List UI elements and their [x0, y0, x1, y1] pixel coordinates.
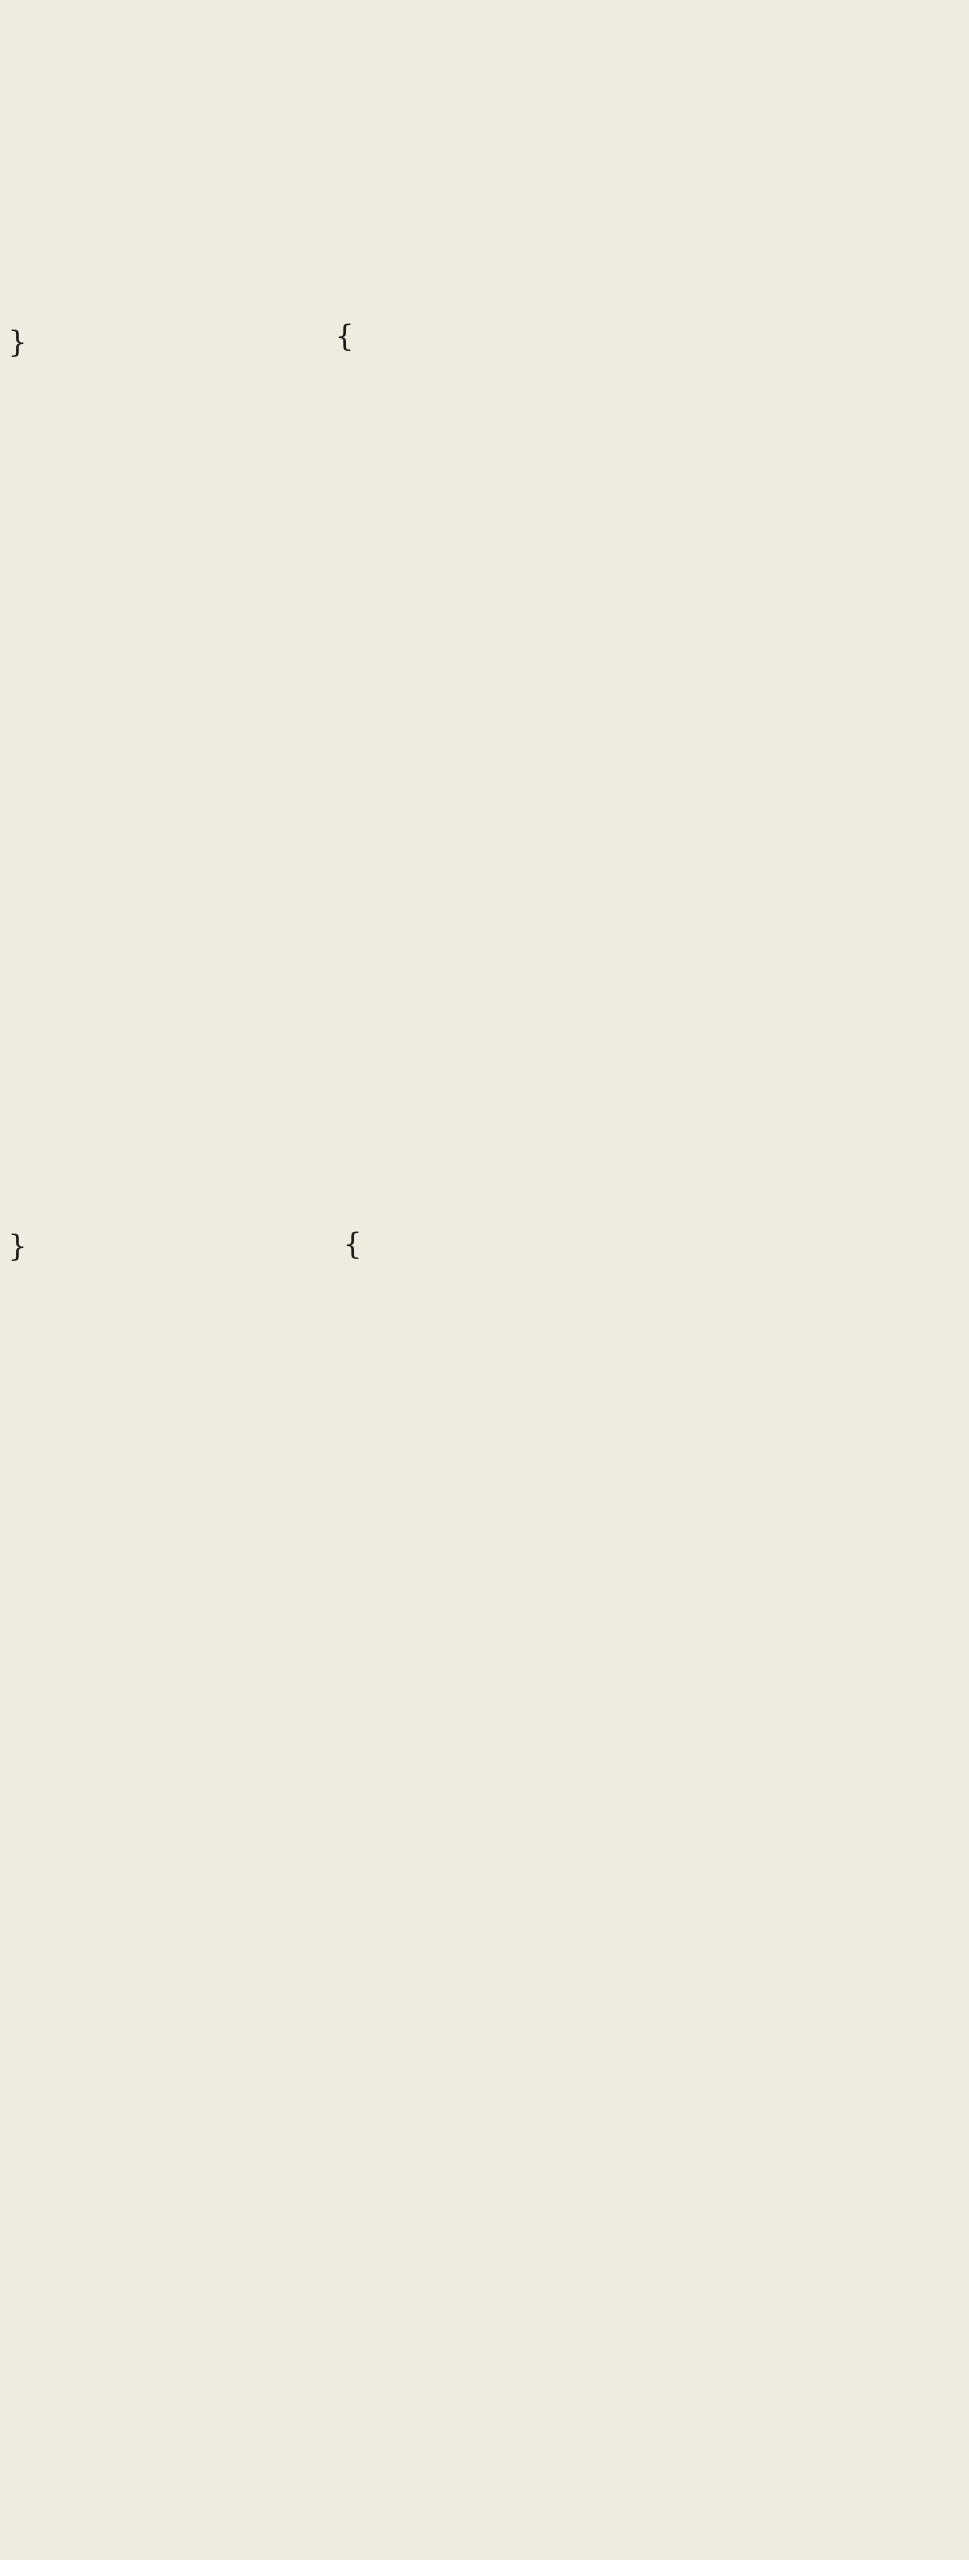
brace-mark: { [343, 1227, 363, 1262]
page-title [0, 6, 969, 30]
brace-mark: } [8, 1229, 28, 1264]
brace-mark: } [8, 325, 28, 360]
brace-mark: { [335, 319, 355, 354]
